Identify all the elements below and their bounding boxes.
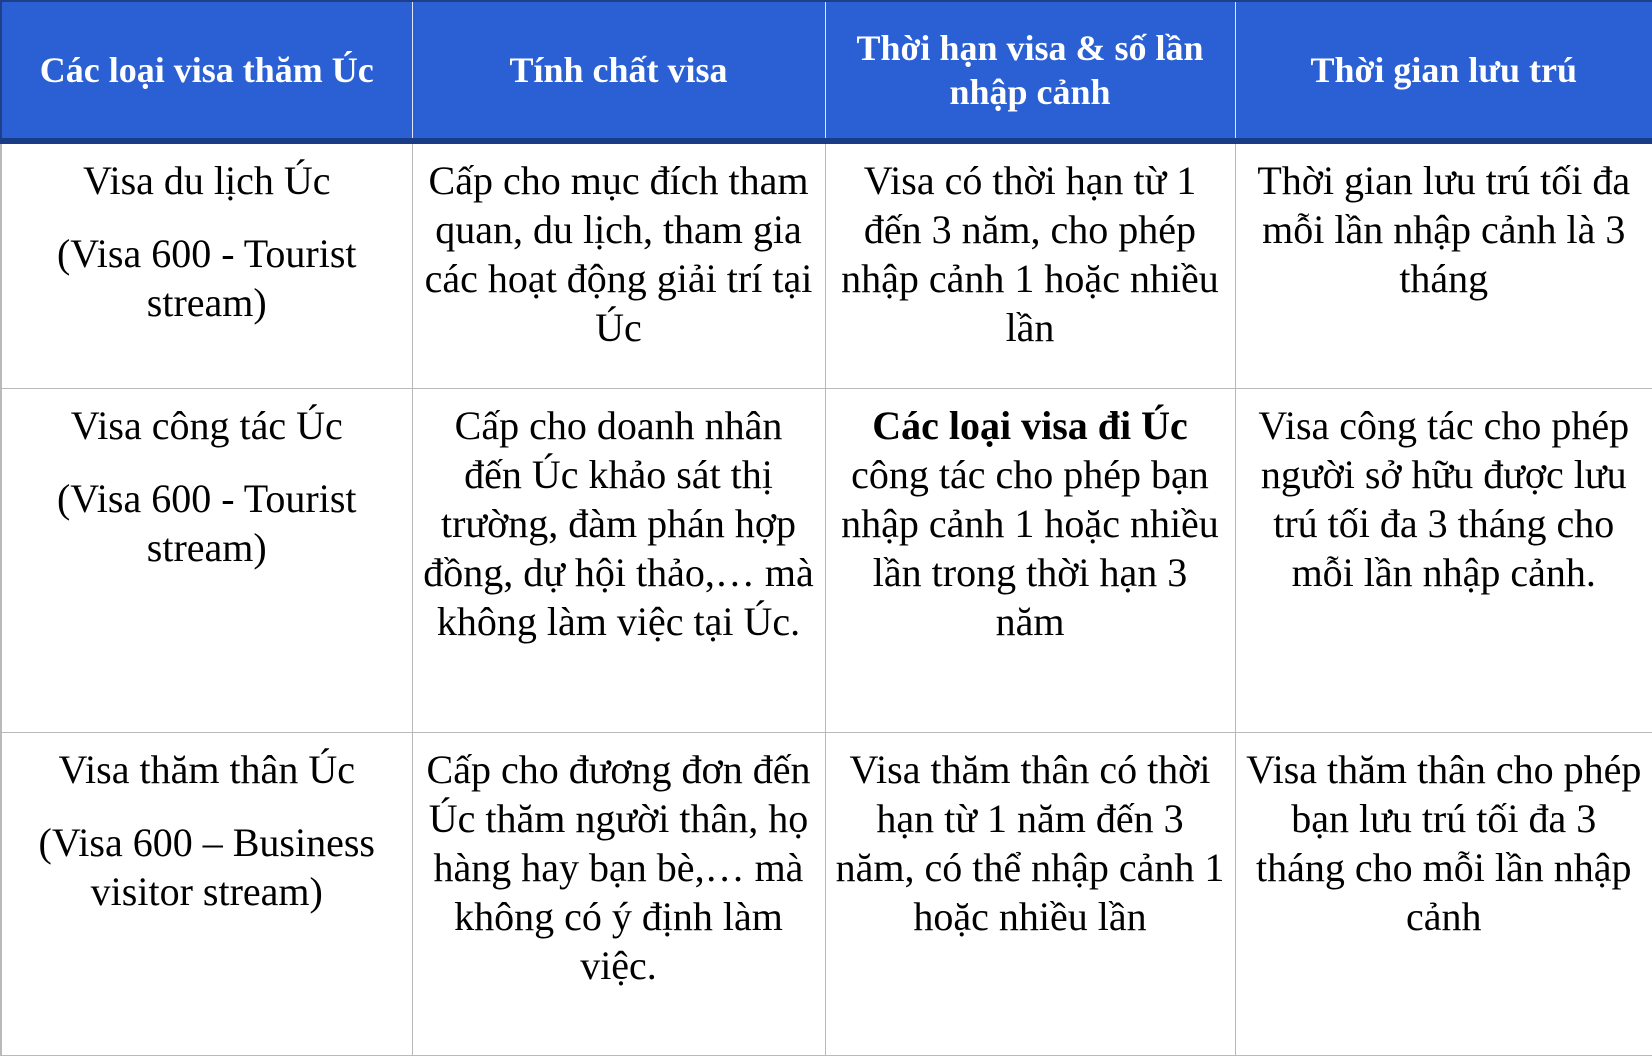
header-row bbox=[1, 1, 1652, 141]
header-visa-type: Các loại visa thăm Úc bbox=[1, 1, 412, 141]
stay-duration-cell bbox=[1235, 388, 1652, 732]
table-header bbox=[1, 1, 1652, 141]
visa-type-name: Visa công tác Úc bbox=[70, 402, 343, 448]
stay-duration-cell bbox=[1235, 141, 1652, 388]
visa-validity-cell bbox=[825, 732, 1235, 1055]
visa-nature-cell bbox=[412, 732, 825, 1055]
visa-validity-cell bbox=[825, 388, 1235, 732]
visa-nature-text: Cấp cho doanh nhân đến Úc khảo sát thị trường, đàm phán hợp đồng, dự hội thảo,… mà không làm việc tại Úc. bbox=[423, 402, 814, 644]
table-body bbox=[1, 141, 1652, 1055]
stay-duration-text: Thời gian lưu trú tối đa mỗi lần nhập cảnh là 3 tháng bbox=[1257, 158, 1631, 301]
header-stay-duration: Thời gian lưu trú bbox=[1235, 1, 1652, 141]
stay-duration-text: Visa thăm thân cho phép bạn lưu trú tối đa 3 tháng cho mỗi lần nhập cảnh bbox=[1246, 746, 1642, 939]
visa-type-code: (Visa 600 – Business visitor stream) bbox=[38, 819, 375, 914]
visa-type-cell bbox=[1, 388, 412, 732]
visa-nature-cell bbox=[412, 388, 825, 732]
visa-validity-text: Visa thăm thân có thời hạn từ 1 năm đến 3 năm, có thể nhập cảnh 1 hoặc nhiều lần bbox=[835, 746, 1225, 939]
visa-nature-text: Cấp cho đương đơn đến Úc thăm người thân, họ hàng hay bạn bè,… mà không có ý định làm việc. bbox=[426, 746, 811, 988]
visa-validity-text: Visa có thời hạn từ 1 đến 3 năm, cho phép nhập cảnh 1 hoặc nhiều lần bbox=[841, 158, 1219, 350]
visa-type-name: Visa thăm thân Úc bbox=[58, 746, 355, 792]
visa-type-name: Visa du lịch Úc bbox=[82, 158, 331, 203]
table-row bbox=[1, 141, 1652, 388]
stay-duration-cell bbox=[1235, 732, 1652, 1055]
visa-validity-cell bbox=[825, 141, 1235, 388]
visa-validity-text: công tác cho phép bạn nhập cảnh 1 hoặc nhiều lần trong thời hạn 3 năm bbox=[841, 451, 1219, 644]
visa-validity-bold-heading: Các loại visa đi Úc bbox=[872, 402, 1188, 448]
visa-type-cell bbox=[1, 141, 412, 388]
stay-duration-text: Visa công tác cho phép người sở hữu được lưu trú tối đa 3 tháng cho mỗi lần nhập cảnh. bbox=[1258, 402, 1630, 595]
visa-nature-text: Cấp cho mục đích tham quan, du lịch, tham gia các hoạt động giải trí tại Úc bbox=[424, 158, 813, 350]
table-row bbox=[1, 388, 1652, 732]
header-visa-validity: Thời hạn visa & số lần nhập cảnh bbox=[825, 1, 1235, 141]
visa-type-code: (Visa 600 - Tourist stream) bbox=[56, 231, 357, 325]
visa-type-cell bbox=[1, 732, 412, 1055]
table-row bbox=[1, 732, 1652, 1055]
visa-type-code: (Visa 600 - Tourist stream) bbox=[56, 475, 357, 570]
header-visa-nature: Tính chất visa bbox=[412, 1, 825, 141]
visa-nature-cell bbox=[412, 141, 825, 388]
